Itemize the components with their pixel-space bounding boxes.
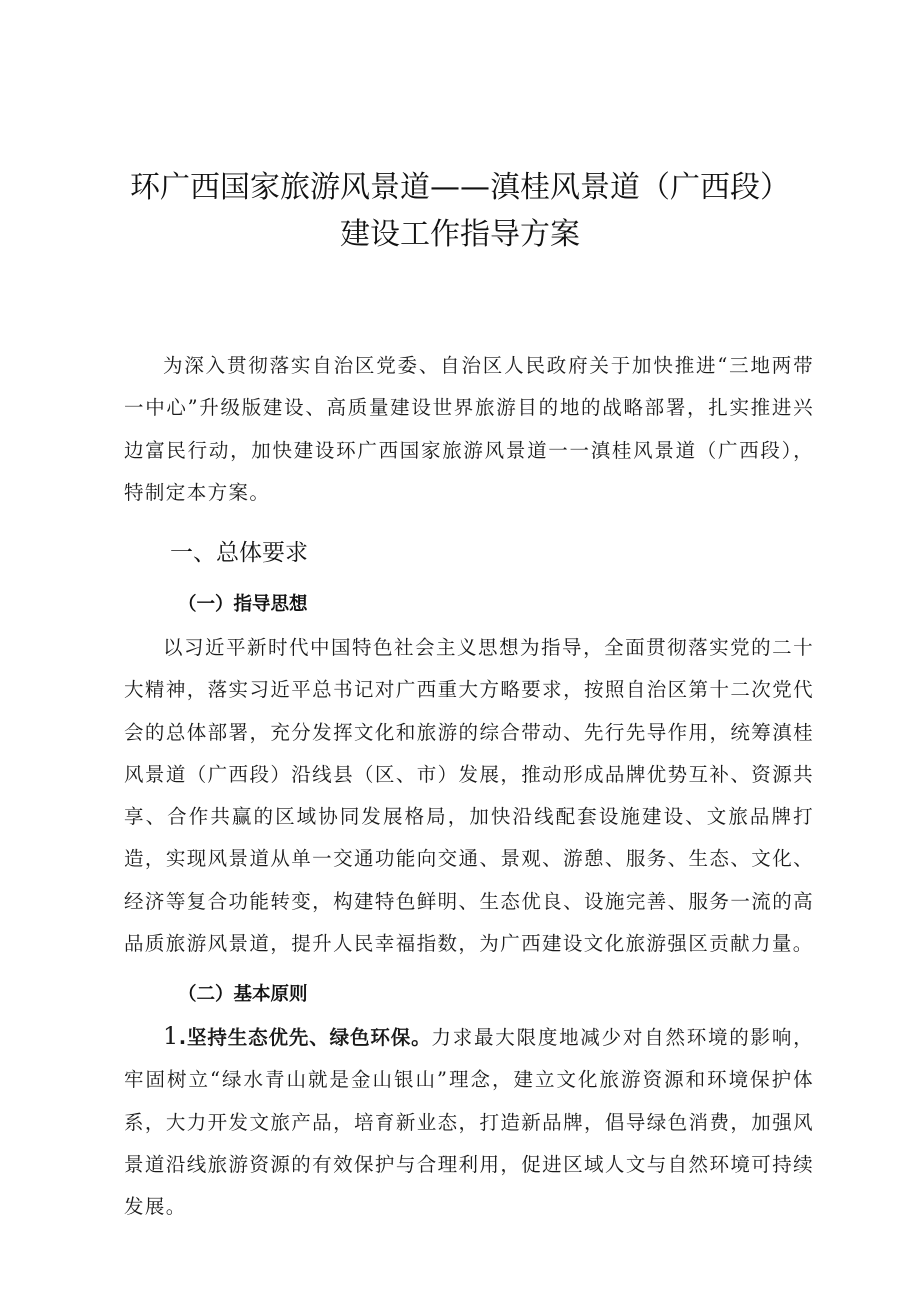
subsection-heading-basic-principles: （二）基本原则 <box>178 984 308 1005</box>
principle-item-1-number: 1 <box>163 1022 179 1050</box>
principle-item-1-lead <box>163 1022 432 1050</box>
principle-item-1 <box>124 1015 814 1228</box>
document-title-line-1: 环广西国家旅游风景道——滇桂风景道（广西段） <box>130 170 790 205</box>
principle-item-1-text: 力求最大限度地减少对自然环境的影响，牢固树立“绿水青山就是金山银山”理念，建立文化旅游资源和环境保护体系，大力开发文旅产品，培育新业态，打造新品牌，倡导绿色消费，加强风景道沿线旅游资源的有效保护与合理利用，促进区域人文与自然环境可持续发展。 <box>124 1026 814 1219</box>
principle-item-1-title: .坚持生态优先、绿色环保。 <box>178 1026 432 1049</box>
document-title-line-2: 建设工作指导方案 <box>340 217 580 252</box>
section-heading-general-requirements: 一、总体要求 <box>170 540 308 566</box>
guiding-ideology-paragraph: 以习近平新时代中国特色社会主义思想为指导，全面贯彻落实党的二十大精神，落实习近平总书记对广西重大方略要求，按照自治区第十二次党代会的总体部署，充分发挥文化和旅游的综合带动、先行先导作用，统筹滇桂风景道（广西段）沿线县（区、市）发展，推动形成品牌优势互补、资源共享、合作共赢的区域协同发展格局，加快沿线配套设施建设、文旅品牌打造，实现风景道从单一交通功能向交通、景观、游憩、服务、生态、文化、经济等复合功能转变，构建特色鲜明、生态优良、设施完善、服务一流的高品质旅游风景道，提升人民幸福指数，为广西建设文化旅游强区贡献力量。 <box>124 636 814 956</box>
subsection-heading-guiding-ideology: （一）指导思想 <box>178 594 308 615</box>
intro-paragraph: 为深入贯彻落实自治区党委、自治区人民政府关于加快推进“三地两带一中心”升级版建设、高质量建设世界旅游目的地的战略部署，扎实推进兴边富民行动，加快建设环广西国家旅游风景道一一滇桂风景道（广西段），特制定本方案。 <box>124 354 814 504</box>
